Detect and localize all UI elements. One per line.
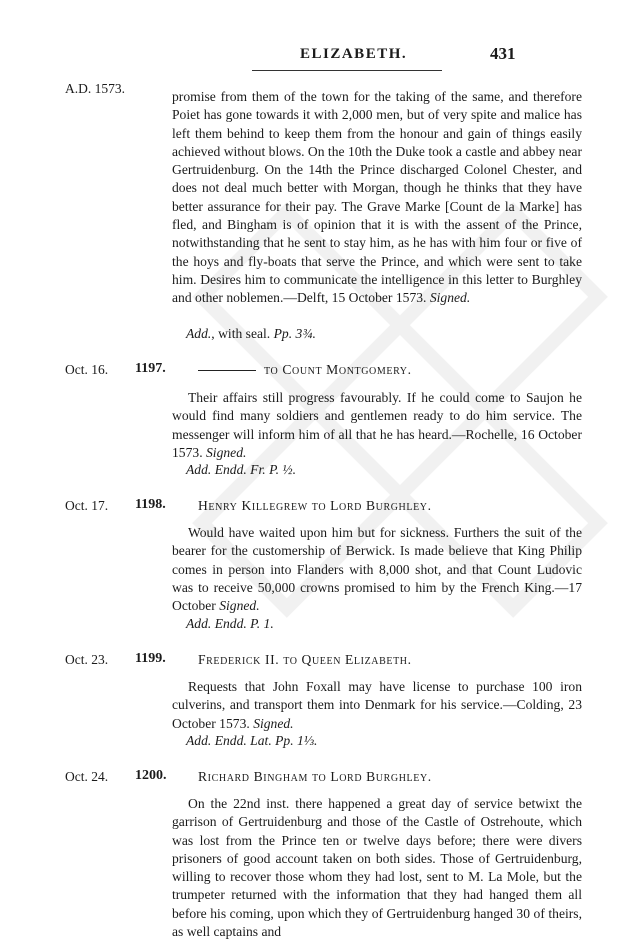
entry-notes: Add. Endd. P. 1.	[186, 616, 274, 631]
entry-notes: Add. Endd. Lat. Pp. 1⅓.	[186, 733, 318, 748]
entry-text: Would have waited upon him but for sickness. Furthers the suit of the bearer for the customership of Berwick. Is made believe that King Philip comes in person into Flanders with 8,000 shot, and that Count Ludovic was to receive 50,000 crowns promised to him by the French King.—17 October Signed.	[172, 525, 582, 614]
continuation-notes	[186, 325, 316, 343]
year-label: A.D. 1573.	[65, 81, 125, 96]
entry-title: to Count Montgomery.	[198, 362, 412, 378]
continuation-body: promise from them of the town for the taking of the same, and therefore Poiet has gone towards it with 2,000 men, but of very spite and malice has left them behind to keep them from the honour and gain of things easily achieved without blows. On the 10th the Duke took a castle and abbey near Gertruidenburg. On the 14th the Prince discharged Colonel Chester, and does not deal much better with Morgan, though he thinks that they have better assurance for their pay. The Grave Marke [Count de la Marke] has fled, and Bingham is of opinion that it is with the assent of the Prince, notwithstanding that he sent to stay him, as he has with him four or five of the hoys and fly-boats that serve the Prince, and which were sent to take him. Desires him to communicate the intelligence in this letter to Burghley and other noblemen.—Delft, 15 October 1573.	[172, 89, 582, 306]
blank-rule	[198, 370, 256, 371]
note-add: Add.	[186, 326, 212, 341]
entry-date: Oct. 17.	[65, 498, 109, 513]
header-rule	[252, 70, 442, 71]
note-seal: , with seal.	[211, 326, 271, 341]
page-number: 431	[490, 44, 516, 63]
entry-title: Richard Bingham to Lord Burghley.	[198, 769, 432, 784]
entry-text: Requests that John Foxall may have license to purchase 100 iron culverins, and transport them into Denmark for his service.—Colding, 23 October 1573. Signed.	[172, 679, 582, 731]
running-head: ELIZABETH.	[300, 46, 408, 62]
note-pages: Pp. 3¾.	[273, 326, 316, 341]
entry-title: Henry Killegrew to Lord Burghley.	[198, 498, 432, 513]
entry-text: On the 22nd inst. there happened a great day of service betwixt the garrison of Gertruidenburg and those of the Castle of Ostrehoute, which was lost from the Prince ten or twelve days before; there were divers prisoners of good account taken on both sides. Those of Gertruidenburg, willing to recover those whom they had lost, sent to M. La Mole, but the trumpeter returned with the information that they had hanged them all before his coming, upon which they of Gertruidenburg hanged 30 of theirs, as well captains and	[172, 796, 582, 940]
continuation-text	[172, 88, 582, 308]
entry-number: 1199.	[135, 651, 166, 666]
entry-date: Oct. 23.	[65, 652, 109, 667]
entry-date: Oct. 24.	[65, 769, 109, 784]
entry-number: 1200.	[135, 768, 167, 783]
entry-notes: Add. Endd. Fr. P. ½.	[186, 462, 297, 477]
entry-title: Frederick II. to Queen Elizabeth.	[198, 652, 412, 667]
entry-text: Their affairs still progress favourably. If he could come to Saujon he would find many soldiers and gentlemen ready to do him service. The messenger will inform him of all that he has heard.—Rochelle, 16 October 1573. Signed.	[172, 390, 582, 460]
entry-date: Oct. 16.	[65, 362, 109, 377]
continuation-signed: Signed.	[429, 290, 471, 306]
entry-number: 1198.	[135, 497, 166, 512]
entry-number: 1197.	[135, 361, 166, 376]
